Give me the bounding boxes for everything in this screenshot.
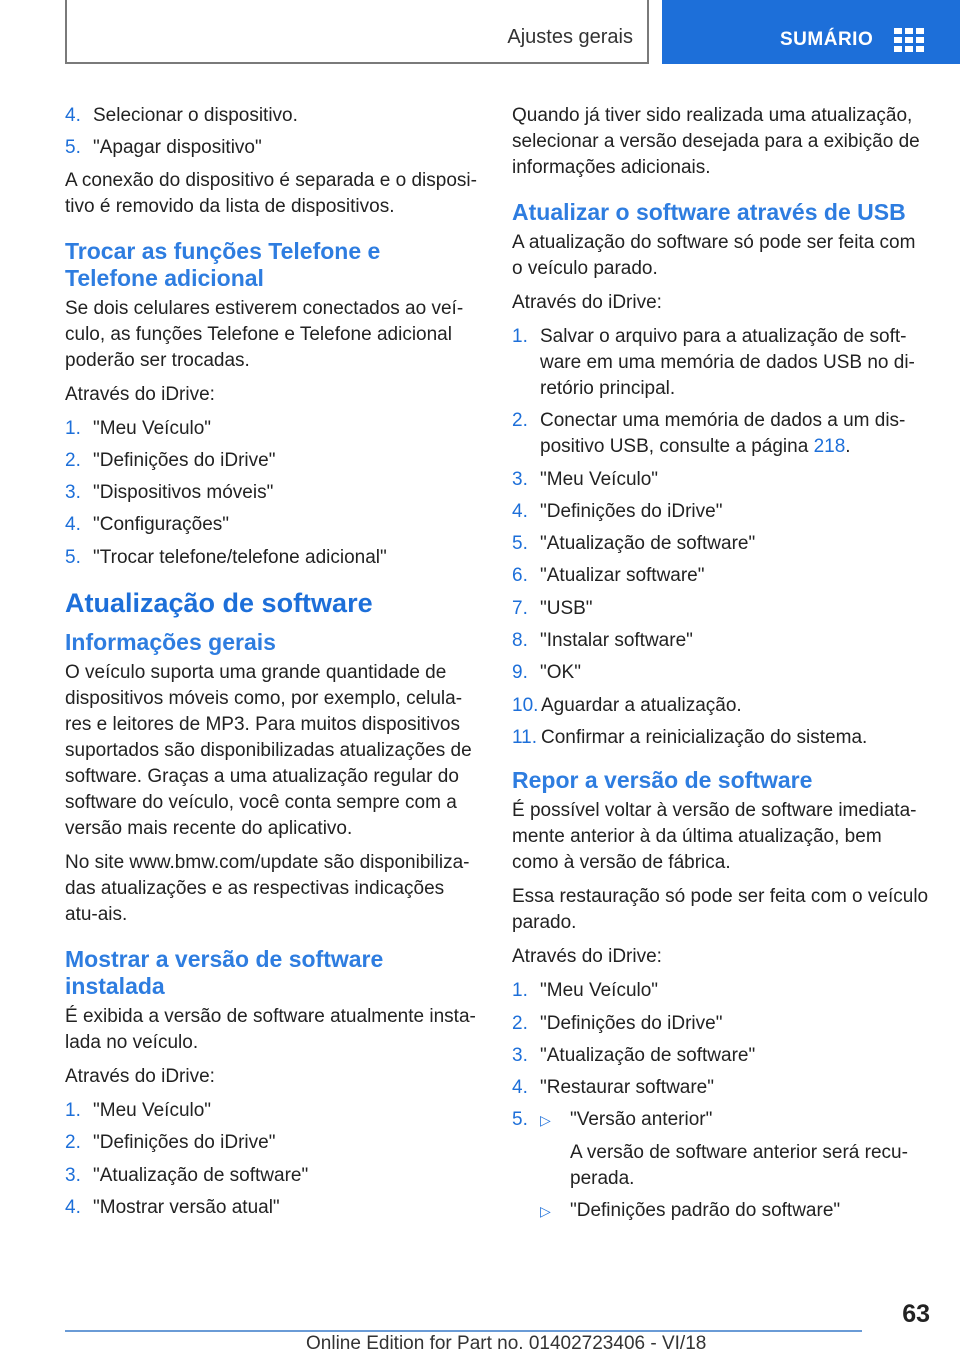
page-link[interactable]: 218 — [813, 436, 846, 458]
heading-software-update: Atualização de software — [65, 588, 373, 619]
heading-reset-version: Repor a versão de software — [512, 767, 813, 794]
heading-swap-phones: Trocar as funções Telefone e Telefone adicional — [65, 237, 381, 291]
list-usb-steps — [512, 324, 930, 751]
header-section-tab — [65, 0, 649, 64]
list-item: 3. "Atualização de software" — [512, 1044, 756, 1066]
paragraph: É possível voltar à versão de software imediata-mente anterior à da última atualização, bem como à versão de fábrica. — [512, 800, 917, 874]
list-item: 1. "Meu Veículo" — [65, 1100, 212, 1122]
list-item: 5. "Trocar telefone/telefone adicional" — [65, 546, 387, 568]
paragraph: Quando já tiver sido realizada uma atualização, selecionar a versão desejada para a exibição de informações adicionais. — [512, 105, 920, 178]
right-column — [512, 103, 930, 1230]
list-item: 1. "Meu Veículo" — [512, 980, 659, 1002]
list-item: 5. "Apagar dispositivo" — [65, 137, 262, 159]
triangle-bullet-icon: ▷ — [540, 1202, 551, 1219]
list-reset-steps — [512, 978, 930, 1133]
list-item: 3. "Dispositivos móveis" — [65, 482, 274, 504]
paragraph: A atualização do software só pode ser feita com o veículo parado. — [512, 232, 916, 279]
heading-show-version: Mostrar a versão de software instalada — [65, 946, 384, 1000]
list-item: 5. ▷ "Versão anterior" — [512, 1107, 930, 1133]
heading-general-info: Informações gerais — [65, 629, 276, 656]
summary-label: SUMÁRIO — [780, 29, 874, 50]
list-item: 3. "Atualização de software" — [65, 1164, 309, 1186]
paragraph: Através do iDrive: — [65, 383, 215, 405]
list-item: 1. Salvar o arquivo para a atualização de soft-ware em uma memória de dados USB no di-retório principal. — [512, 326, 915, 399]
grid-icon — [894, 28, 924, 50]
list-item: 2. "Definições do iDrive" — [65, 1132, 276, 1154]
list-item: 6. "Atualizar software" — [512, 565, 705, 587]
paragraph: Através do iDrive: — [512, 292, 662, 313]
paragraph: É exibida a versão de software atualmente insta-lada no veículo. — [65, 1006, 476, 1054]
list-item: 4. "Configurações" — [65, 514, 230, 536]
list-item: 1. "Meu Veículo" — [65, 417, 212, 439]
list-item: 5. "Atualização de software" — [512, 533, 756, 555]
option-description: A versão de software anterior será recu-perada. — [570, 1141, 908, 1189]
left-column — [65, 103, 477, 1227]
paragraph: No site www.bmw.com/update são disponibiliza-das atualizações e as respectivas indicações atu-ais. — [65, 852, 470, 926]
list-item: 3. "Meu Veículo" — [512, 468, 659, 490]
list-item: 11. Confirmar a reinicialização do sistema. — [512, 726, 868, 748]
summary-button[interactable] — [662, 0, 960, 64]
list-swap-steps — [65, 416, 477, 571]
paragraph: A conexão do dispositivo é separada e o disposi-tivo é removido da lista de dispositivos. — [65, 169, 477, 217]
list-item: 4. "Restaurar software" — [512, 1077, 714, 1099]
list-item: 9. "OK" — [512, 662, 581, 684]
paragraph: Essa restauração só pode ser feita com o veículo parado. — [512, 886, 929, 934]
section-title: Ajustes gerais — [507, 26, 633, 48]
list-item: 10. Aguardar a atualização. — [512, 694, 742, 716]
list-item: 7. "USB" — [512, 597, 593, 619]
list-item: 2. "Definições do iDrive" — [512, 1012, 723, 1034]
edition-text: Online Edition for Part no. 01402723406 - VI/18 — [306, 1333, 707, 1354]
list-item: 4. Selecionar o dispositivo. — [65, 105, 298, 126]
list-item: 2. "Definições do iDrive" — [65, 449, 276, 471]
list-item: 8. "Instalar software" — [512, 630, 693, 652]
list-item: 4. "Definições do iDrive" — [512, 500, 723, 522]
footer-divider — [65, 1330, 862, 1332]
triangle-bullet-icon: ▷ — [540, 1112, 551, 1129]
heading-usb-update: Atualizar o software através de USB — [512, 199, 906, 225]
paragraph: Através do iDrive: — [65, 1066, 215, 1088]
list-item: 2. Conectar uma memória de dados a um dis-positivo USB, consulte a página 218. — [512, 410, 906, 458]
paragraph: Se dois celulares estiverem conectados ao veí-culo, as funções Telefone e Telefone adicional poderão ser trocadas. — [65, 297, 464, 371]
page-number: 63 — [902, 1300, 930, 1328]
paragraph: Através do iDrive: — [512, 946, 662, 968]
list-item: 4. "Mostrar versão atual" — [65, 1196, 280, 1218]
list-show-steps — [65, 1098, 477, 1221]
list-delete-steps — [65, 103, 477, 161]
paragraph: O veículo suporta uma grande quantidade de dispositivos móveis como, por exemplo, celula-res e leitores de MP3. Para muitos dispositivos suportados são disponibilizadas atualizações de software. Graças a uma atualização regular do software do veículo, você conta sempre com a versão mais recente do aplicativo. — [65, 662, 472, 840]
list-item: ▷ "Definições padrão do software" — [512, 1198, 930, 1224]
